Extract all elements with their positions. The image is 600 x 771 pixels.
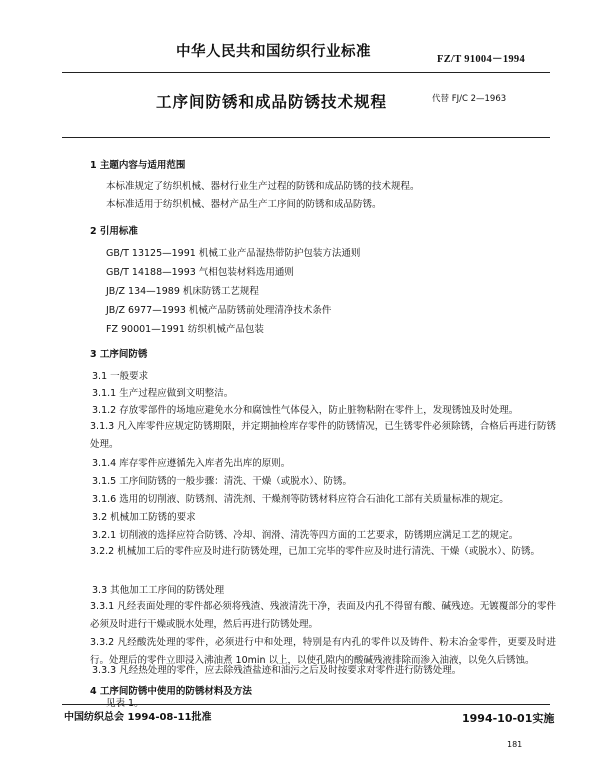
clause-text: 3.2.2 机械加工后的零件应及时进行防锈处理，已加工完毕的零件应及时进行清洗、干燥（或脱水）、防锈。 [90,546,540,557]
approval-line: 中国纺织总会 1994-08-11批准 [64,712,212,723]
clause-text: 3.3.3 凡经热处理的零件，应去除残渣盐迹和油污之后及时按要求对零件进行防锈处理。 [92,665,462,676]
title-divider [62,137,550,138]
replaces-note: 代替 FJ/C 2—1963 [432,94,507,104]
footer-divider [62,704,550,705]
standard-code: FZ/T 91004－1994 [437,54,526,65]
reference-item: JB/Z 6977—1993 机械产品防锈前处理清净技术条件 [106,305,332,316]
clause-heading: 3.1 一般要求 [92,371,149,382]
section-1-paragraph: 本标准规定了纺织机械、器材行业生产过程的防锈和成品防锈的技术规程。 [106,181,420,192]
section-2-heading: 2 引用标准 [90,226,138,237]
clause-text: 3.1.5 工序间防锈的一般步骤：清洗、干燥（或脱水）、防锈。 [92,476,352,487]
section-1-heading: 1 主题内容与适用范围 [90,160,186,171]
clause-text: 3.3.1 凡经表面处理的零件都必须将残渣、残液清洗干净，表面及内孔不得留有酸、碱残迹。无镀覆部分的零件必须及时进行干燥或脱水处理，然后再进行防锈处理。 [90,601,556,630]
clause-text: 3.3.2 凡经酸洗处理的零件，必须进行中和处理，特别是有内孔的零件以及铸件、粉末冶金零件，更要及时进行。处理后的零件立即浸入沸油煮 10min 以上，以使孔隙内的酸碱残液排除而渗入油液，以免久后锈蚀。 [90,637,556,666]
reference-item: JB/Z 134—1989 机床防锈工艺规程 [106,286,259,297]
implementation-date: 1994-10-01实施 [462,712,555,725]
page-number: 181 [507,740,523,749]
section-1-paragraph: 本标准适用于纺织机械、器材产品生产工序间的防锈和成品防锈。 [106,199,382,210]
section-3-heading: 3 工序间防锈 [90,349,148,360]
clause-heading: 3.3 其他加工工序间的防锈处理 [92,585,225,596]
clause-text: 3.1.3 凡入库零件应规定防锈期限，并定期抽检库存零件的防锈情况，已生锈零件必须除锈，合格后再进行防锈处理。 [90,421,556,450]
clause-heading: 3.2 机械加工防锈的要求 [92,512,196,523]
reference-item: FZ 90001—1991 纺织机械产品包装 [106,324,264,335]
clause-text: 3.1.6 选用的切削液、防锈剂、清洗剂、干燥剂等防锈材料应符合石油化工部有关质量标准的规定。 [92,494,509,505]
document-title: 工序间防锈和成品防锈技术规程 [156,93,388,111]
issuing-organization: 中华人民共和国纺织行业标准 [176,44,371,60]
clause-text: 3.1.1 生产过程应做到文明整洁。 [92,388,234,399]
reference-item: GB/T 14188—1993 气相包装材料选用通则 [106,267,294,278]
clause-text: 3.2.1 切削液的选择应符合防锈、冷却、润滑、清洗等四方面的工艺要求，防锈期应满足工艺的规定。 [92,530,519,541]
header-divider [62,72,550,73]
clause-text: 3.1.2 存放零部件的场地应避免水分和腐蚀性气体侵入，防止脏物粘附在零件上，发现锈蚀及时处理。 [92,405,519,416]
clause-text: 3.1.4 库存零件应遵循先入库者先出库的原则。 [92,458,291,469]
reference-item: GB/T 13125—1991 机械工业产品湿热带防护包装方法通则 [106,248,361,259]
section-4-heading: 4 工序间防锈中使用的防锈材料及方法 [90,686,252,697]
section-4-paragraph: 见表 1。 [106,698,144,709]
